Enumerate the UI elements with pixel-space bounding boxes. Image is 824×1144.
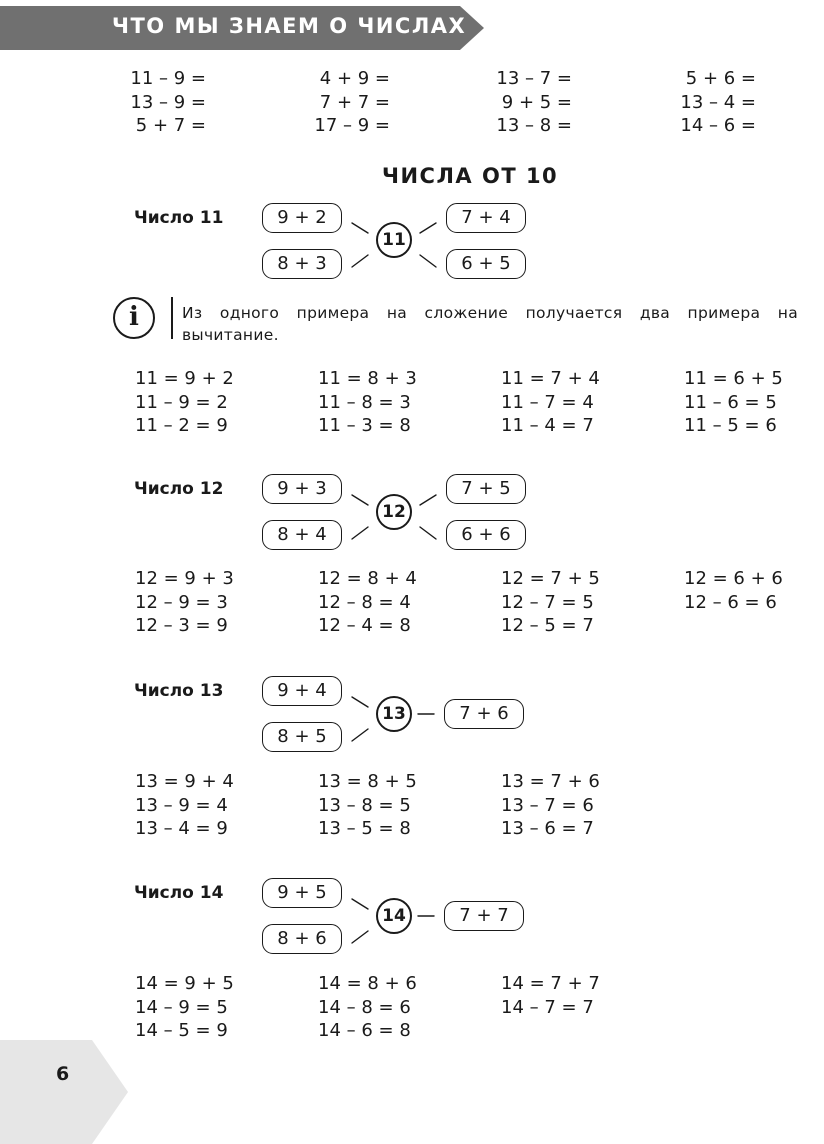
connector-line: [420, 527, 436, 539]
addend-pill: 7 + 4: [446, 203, 526, 233]
addend-pill: 9 + 4: [262, 676, 342, 706]
exercise: 13 – 8 =: [496, 115, 572, 136]
addend-pill: 9 + 2: [262, 203, 342, 233]
equation: 11 – 3 = 8: [318, 415, 411, 436]
exercise: 13 – 9 =: [130, 92, 206, 113]
exercise: 5 + 6 =: [685, 68, 756, 89]
exercise: 4 + 9 =: [319, 68, 390, 89]
equation: 14 = 9 + 5: [135, 973, 234, 994]
connector-line: [352, 697, 368, 707]
equation: 11 – 9 = 2: [135, 392, 228, 413]
equation: 14 = 8 + 6: [318, 973, 417, 994]
addend-pill: 7 + 5: [446, 474, 526, 504]
equation: 11 – 8 = 3: [318, 392, 411, 413]
number-label: Число 14: [134, 883, 224, 903]
number-circle: 12: [376, 494, 412, 530]
exercise: 14 – 6 =: [680, 115, 756, 136]
equation: 11 = 8 + 3: [318, 368, 417, 389]
equation: 12 – 4 = 8: [318, 615, 411, 636]
addend-pill: 8 + 3: [262, 249, 342, 279]
exercise: 7 + 7 =: [319, 92, 390, 113]
equation: 14 – 7 = 7: [501, 997, 594, 1018]
equation: 12 = 9 + 3: [135, 568, 234, 589]
equation: 12 = 7 + 5: [501, 568, 600, 589]
equation: 13 = 9 + 4: [135, 771, 234, 792]
equation: 14 = 7 + 7: [501, 973, 600, 994]
equation: 12 = 8 + 4: [318, 568, 417, 589]
page-title: ЧТО МЫ ЗНАЕМ О ЧИСЛАХ: [112, 14, 467, 38]
equation: 13 – 9 = 4: [135, 795, 228, 816]
equation: 12 = 6 + 6: [684, 568, 783, 589]
equation: 13 = 7 + 6: [501, 771, 600, 792]
addend-pill: 6 + 5: [446, 249, 526, 279]
info-divider: [171, 297, 173, 339]
addend-pill: 7 + 6: [444, 699, 524, 729]
equation: 11 = 6 + 5: [684, 368, 783, 389]
equation: 14 – 8 = 6: [318, 997, 411, 1018]
addend-pill: 9 + 3: [262, 474, 342, 504]
number-circle: 14: [376, 898, 412, 934]
connector-line: [420, 255, 436, 267]
section-title: ЧИСЛА ОТ 10: [382, 164, 559, 188]
equation: 13 – 8 = 5: [318, 795, 411, 816]
equation: 13 – 7 = 6: [501, 795, 594, 816]
equation: 12 – 5 = 7: [501, 615, 594, 636]
connector-line: [352, 255, 368, 267]
page-number: 6: [56, 1063, 70, 1085]
number-circle: 13: [376, 696, 412, 732]
exercise: 9 + 5 =: [501, 92, 572, 113]
addend-pill: 6 + 6: [446, 520, 526, 550]
equation: 12 – 9 = 3: [135, 592, 228, 613]
info-icon: i: [113, 297, 155, 339]
equation: 13 = 8 + 5: [318, 771, 417, 792]
connector-line: [352, 899, 368, 909]
number-label: Число 11: [134, 208, 224, 228]
equation: 13 – 4 = 9: [135, 818, 228, 839]
equation: 12 – 7 = 5: [501, 592, 594, 613]
connector-line: [420, 495, 436, 505]
exercise: 11 – 9 =: [130, 68, 206, 89]
page-number-tab: [0, 1040, 128, 1144]
exercise: 17 – 9 =: [314, 115, 390, 136]
connector-line: [352, 223, 368, 233]
connector-line: [352, 729, 368, 741]
exercise: 5 + 7 =: [135, 115, 206, 136]
equation: 11 – 4 = 7: [501, 415, 594, 436]
exercise: 13 – 4 =: [680, 92, 756, 113]
addend-pill: 8 + 5: [262, 722, 342, 752]
equation: 11 – 7 = 4: [501, 392, 594, 413]
info-note: Из одного примера на сложение получается два примера на вычитание.: [182, 304, 798, 344]
equation: 11 – 6 = 5: [684, 392, 777, 413]
addend-pill: 7 + 7: [444, 901, 524, 931]
number-label: Число 13: [134, 681, 224, 701]
equation: 14 – 9 = 5: [135, 997, 228, 1018]
equation: 12 – 6 = 6: [684, 592, 777, 613]
number-circle: 11: [376, 222, 412, 258]
equation: 11 – 5 = 6: [684, 415, 777, 436]
addend-pill: 9 + 5: [262, 878, 342, 908]
equation: 13 – 6 = 7: [501, 818, 594, 839]
equation: 14 – 5 = 9: [135, 1020, 228, 1041]
connector-line: [352, 527, 368, 539]
equation: 14 – 6 = 8: [318, 1020, 411, 1041]
equation: 12 – 3 = 9: [135, 615, 228, 636]
equation: 13 – 5 = 8: [318, 818, 411, 839]
connector-line: [420, 223, 436, 233]
equation: 12 – 8 = 4: [318, 592, 411, 613]
addend-pill: 8 + 6: [262, 924, 342, 954]
connector-line: [352, 931, 368, 943]
addend-pill: 8 + 4: [262, 520, 342, 550]
equation: 11 = 7 + 4: [501, 368, 600, 389]
connector-line: [352, 495, 368, 505]
exercise: 13 – 7 =: [496, 68, 572, 89]
equation: 11 – 2 = 9: [135, 415, 228, 436]
equation: 11 = 9 + 2: [135, 368, 234, 389]
number-label: Число 12: [134, 479, 224, 499]
